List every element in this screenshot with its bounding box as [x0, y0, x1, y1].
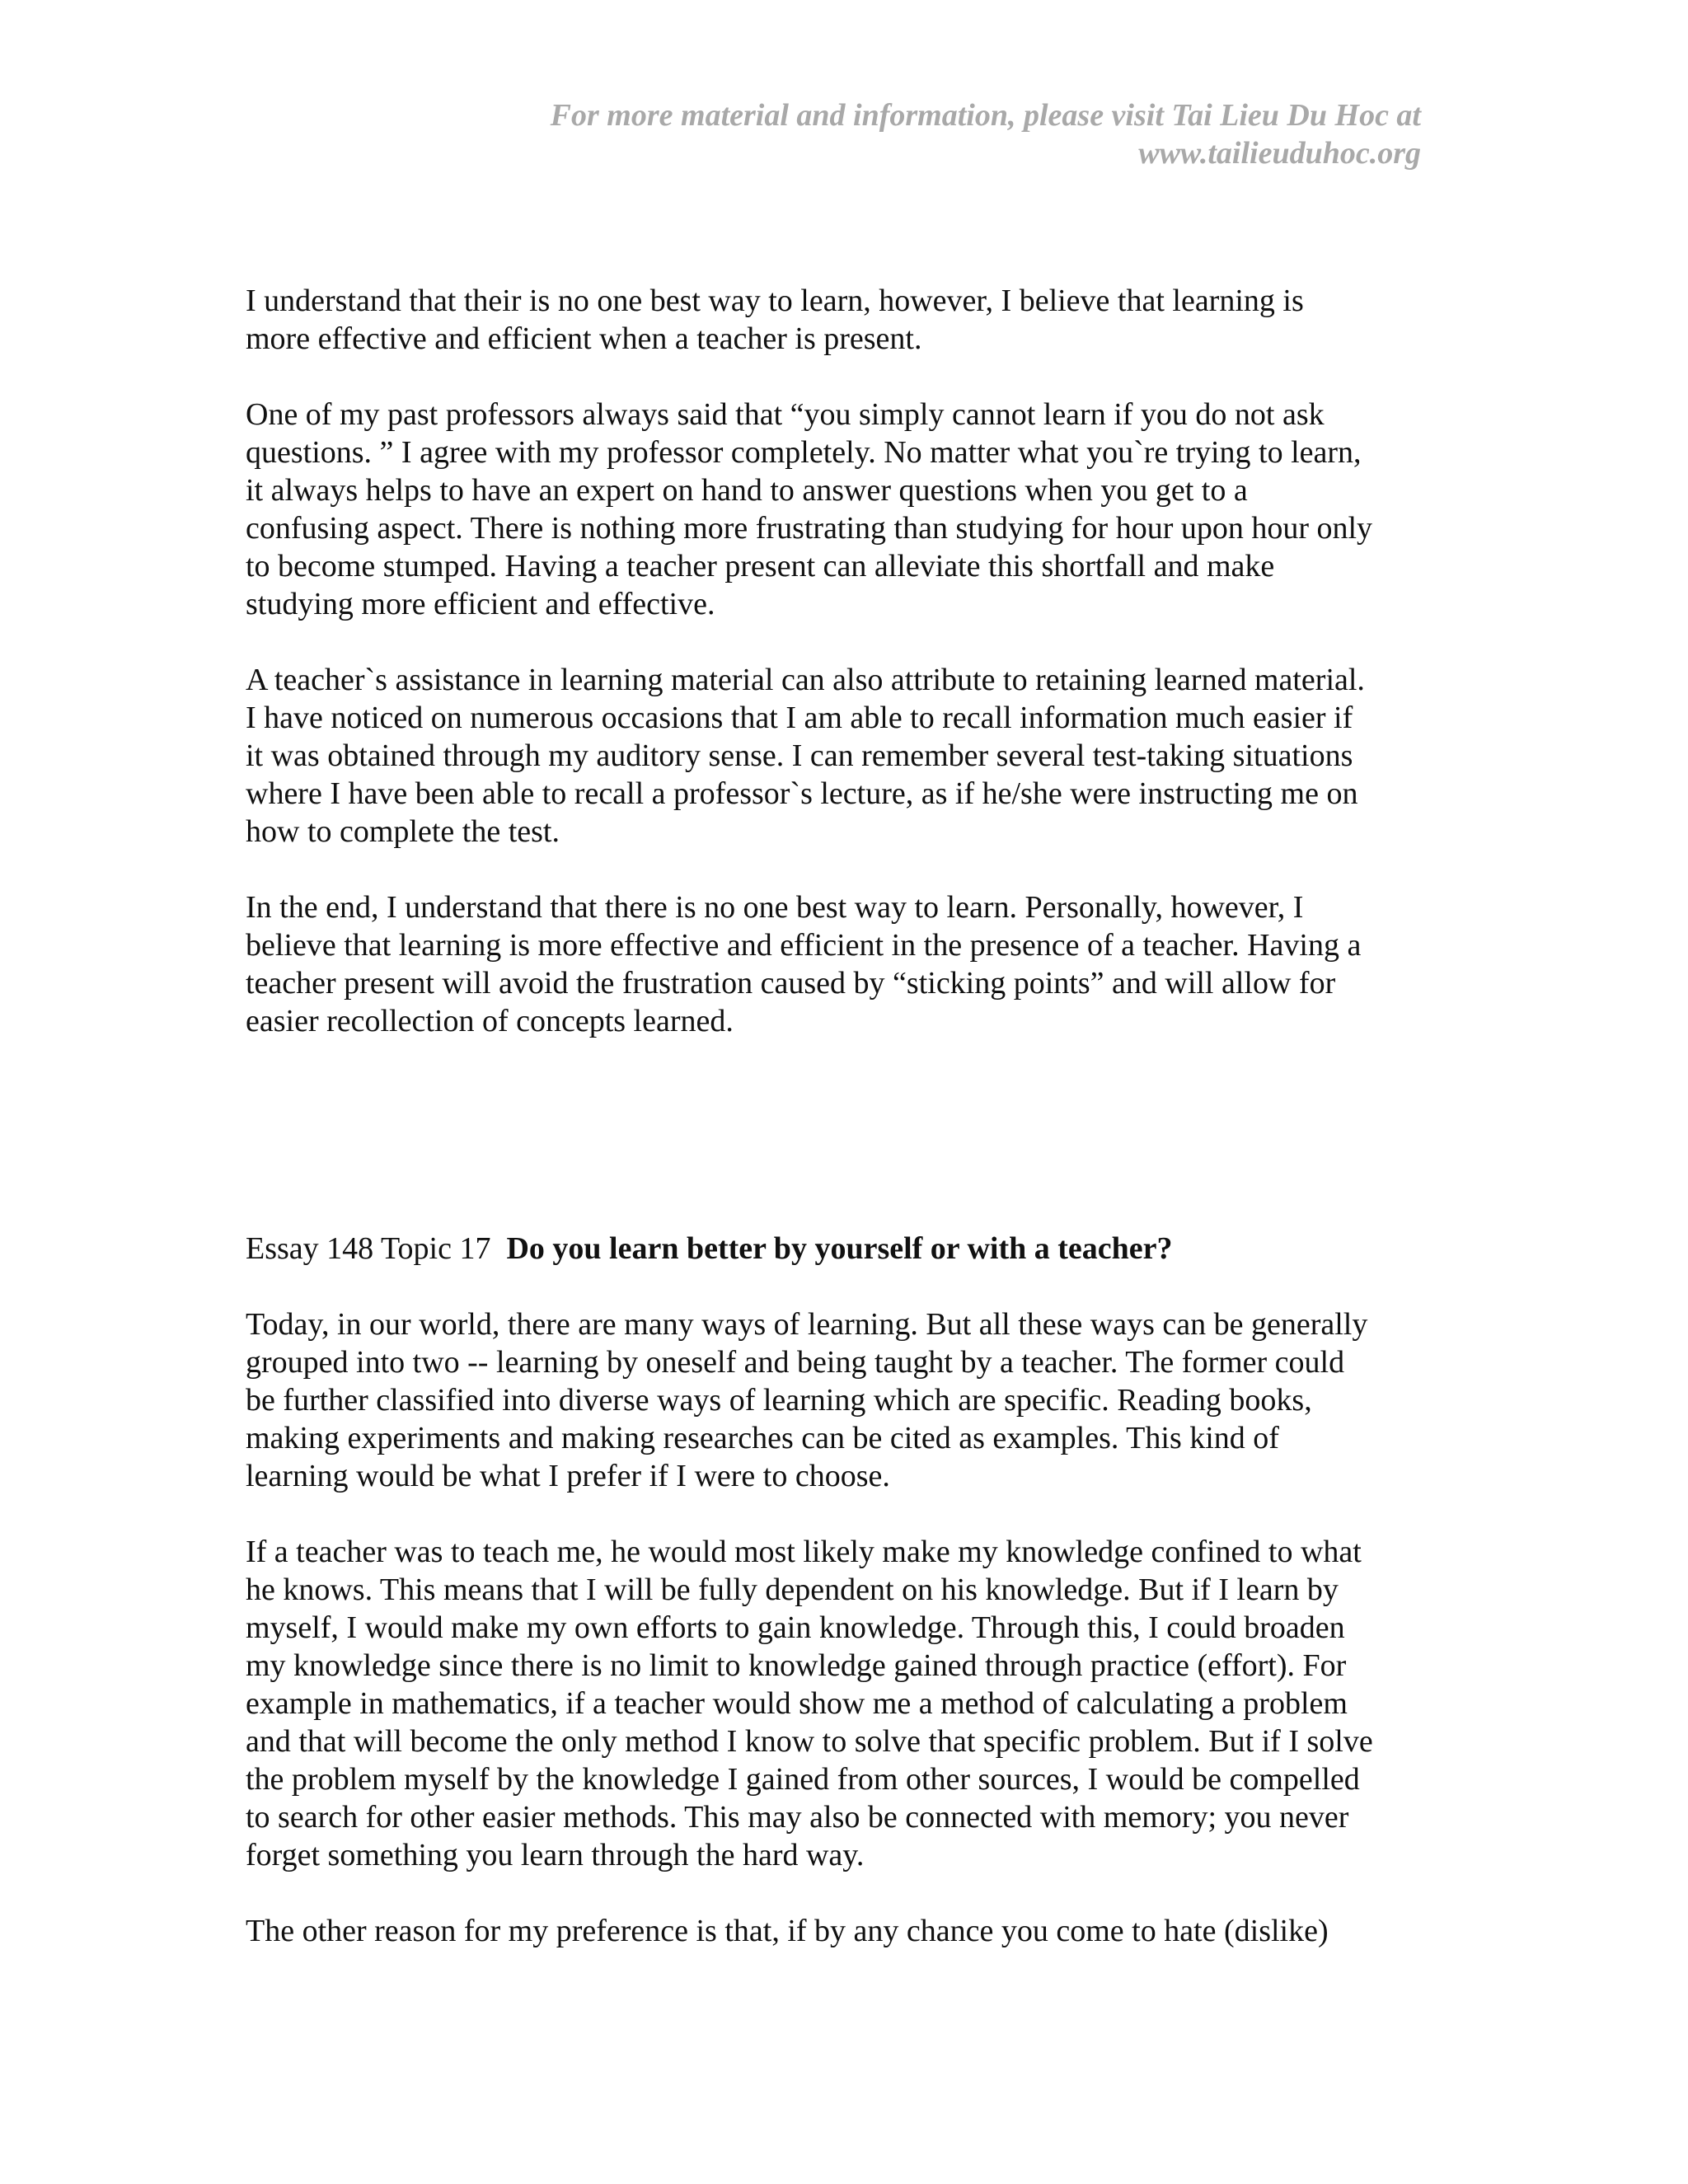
- paragraph-line: how to complete the test.: [246, 814, 560, 849]
- paragraph-line: myself, I would make my own efforts to gain knowledge. Through this, I could broaden: [246, 1610, 1345, 1645]
- paragraph-line: In the end, I understand that there is no one best way to learn. Personally, however, I: [246, 890, 1304, 925]
- paragraph-line: One of my past professors always said that “you simply cannot learn if you do not ask: [246, 397, 1325, 432]
- paragraph-line: believe that learning is more effective and efficient in the presence of a teacher. Having a: [246, 928, 1362, 963]
- paragraph-line: Today, in our world, there are many ways of learning. But all these ways can be generally: [246, 1307, 1368, 1342]
- essay-heading-prefix: Essay 148 Topic 17: [246, 1231, 491, 1266]
- paragraph-line: where I have been able to recall a professor`s lecture, as if he/she were instructing me on: [246, 776, 1358, 811]
- paragraph-line: learning would be what I prefer if I were to choose.: [246, 1459, 890, 1493]
- paragraph-line: to search for other easier methods. This may also be connected with memory; you never: [246, 1800, 1349, 1835]
- paragraph-3: [246, 661, 1449, 851]
- paragraph-line: example in mathematics, if a teacher would show me a method of calculating a problem: [246, 1686, 1348, 1721]
- paragraph-line: my knowledge since there is no limit to knowledge gained through practice (effort). For: [246, 1648, 1347, 1683]
- paragraph-line: I understand that their is no one best way to learn, however, I believe that learning is: [246, 284, 1304, 318]
- paragraph-line: studying more efficient and effective.: [246, 587, 715, 621]
- paragraph-line: A teacher`s assistance in learning material can also attribute to retaining learned material.: [246, 663, 1365, 697]
- essay-heading: [246, 1230, 1449, 1268]
- paragraph-line: I have noticed on numerous occasions that I am able to recall information much easier if: [246, 701, 1353, 735]
- paragraph-line: he knows. This means that I will be fully dependent on his knowledge. But if I learn by: [246, 1572, 1339, 1607]
- paragraph-1: [246, 282, 1449, 358]
- essay-heading-line: [246, 1230, 1449, 1268]
- paragraph-line: and that will become the only method I know to solve that specific problem. But if I solve: [246, 1724, 1373, 1759]
- paragraph-4: [246, 888, 1449, 1040]
- paragraph-line: confusing aspect. There is nothing more frustrating than studying for hour upon hour only: [246, 511, 1373, 546]
- header-line-1: For more material and information, please visit Tai Lieu Du Hoc at: [550, 98, 1421, 133]
- header-line-2: www.tailieuduhoc.org: [1138, 136, 1421, 171]
- essay-paragraph-3: [246, 1912, 1449, 1950]
- paragraph-line: The other reason for my preference is that, if by any chance you come to hate (dislike): [246, 1914, 1329, 1948]
- paragraph-line: questions. ” I agree with my professor completely. No matter what you`re trying to learn,: [246, 435, 1362, 470]
- essay-paragraph-1: [246, 1305, 1449, 1495]
- paragraph-line: the problem myself by the knowledge I gained from other sources, I would be compelled: [246, 1762, 1360, 1797]
- paragraph-line: to become stumped. Having a teacher present can alleviate this shortfall and make: [246, 549, 1275, 583]
- essay-paragraph-2: [246, 1533, 1449, 1874]
- page-header: [551, 96, 1421, 172]
- paragraph-line: it was obtained through my auditory sense. I can remember several test-taking situations: [246, 738, 1353, 773]
- paragraph-line: grouped into two -- learning by oneself and being taught by a teacher. The former could: [246, 1345, 1345, 1380]
- paragraph-2: [246, 396, 1449, 623]
- paragraph-line: more effective and efficient when a teacher is present.: [246, 321, 922, 356]
- paragraph-line: easier recollection of concepts learned.: [246, 1004, 734, 1038]
- paragraph-line: forget something you learn through the hard way.: [246, 1838, 865, 1872]
- essay-heading-title: Do you learn better by yourself or with a teacher?: [506, 1231, 1173, 1266]
- paragraph-line: teacher present will avoid the frustration caused by “sticking points” and will allow for: [246, 966, 1336, 1001]
- paragraph-line: If a teacher was to teach me, he would most likely make my knowledge confined to what: [246, 1535, 1362, 1569]
- paragraph-line: making experiments and making researches can be cited as examples. This kind of: [246, 1421, 1279, 1455]
- paragraph-line: be further classified into diverse ways of learning which are specific. Reading books,: [246, 1383, 1312, 1418]
- paragraph-line: it always helps to have an expert on hand to answer questions when you get to a: [246, 473, 1248, 508]
